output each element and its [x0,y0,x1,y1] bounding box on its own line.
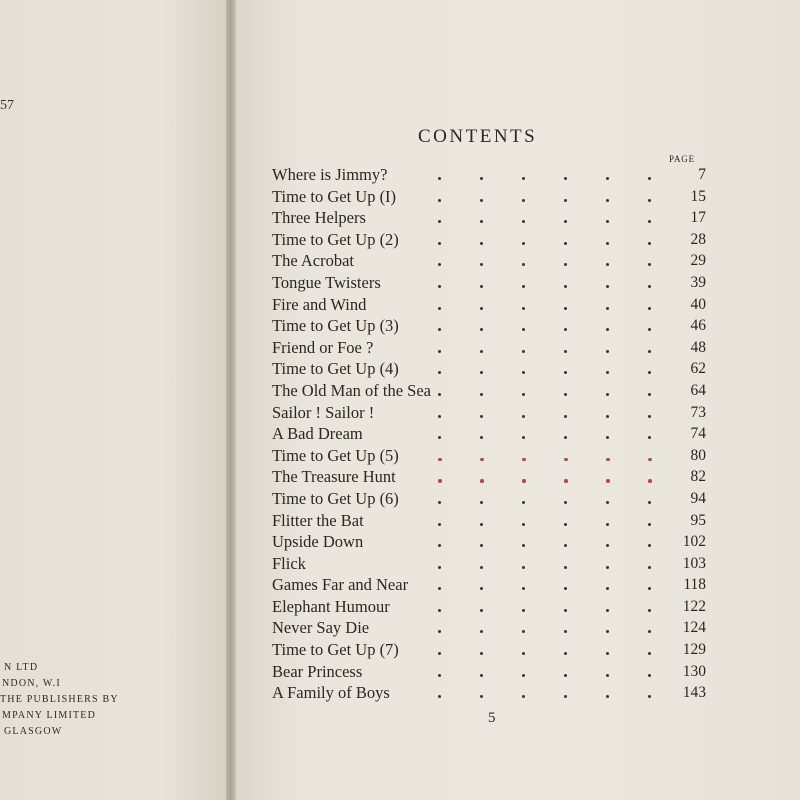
leader-dot [606,674,609,677]
leader-dot [522,328,525,331]
leader-dot [606,544,609,547]
imprint-line: GLASGOW [4,726,63,737]
toc-entry [272,445,712,467]
toc-entry-title: The Acrobat [272,251,355,271]
leader-dot [564,695,567,698]
leader-dot [564,609,567,612]
leader-dot [564,393,567,396]
left-page [0,0,228,800]
leader-dot [564,285,567,288]
toc-entry-title: The Old Man of the Sea [272,380,431,400]
toc-entry [272,358,712,380]
leader-dot [480,328,483,331]
toc-entry [272,531,712,553]
leader-dot [564,307,567,310]
leader-dot [438,371,441,374]
leader-dot [480,544,483,547]
toc-entry-title: A Family of Boys [272,683,390,703]
toc-entry-title: Time to Get Up (2) [272,229,399,249]
toc-entry [272,380,712,402]
leader-dot [522,501,525,504]
leader-dot [648,609,651,612]
imprint-line: N LTD [4,662,39,673]
toc-entry-title: Time to Get Up (3) [272,316,399,336]
leader-dot [648,695,651,698]
leader-dot [606,458,610,462]
leader-dot [438,652,441,655]
leader-dot [438,242,441,245]
leader-dot [480,307,483,310]
leader-dot [648,199,651,202]
toc-entry-page: 103 [682,554,706,572]
leader-dot [648,479,652,483]
leader-dot [564,479,568,483]
leader-dot [648,587,651,590]
leader-dot [648,458,652,462]
toc-entry-page: 73 [690,403,706,421]
leader-dot [480,177,483,180]
leader-dot [438,501,441,504]
leader-dot [606,371,609,374]
leader-dot [606,652,609,655]
toc-entry-title: Where is Jimmy? [272,165,388,184]
leader-dot [522,177,525,180]
leader-dot [480,199,483,202]
leader-dot [522,393,525,396]
leader-dot [480,242,483,245]
toc-entry-page: 94 [690,489,706,507]
leader-dot [648,220,651,223]
toc-entry-page: 130 [682,662,706,680]
leader-dot [438,436,441,439]
toc-entry-title: Flitter the Bat [272,510,364,530]
toc-entry-page: 74 [690,425,706,443]
toc-entry [272,574,712,596]
toc-entry [272,617,712,639]
leader-dot [648,328,651,331]
leader-dot [564,544,567,547]
leader-dot [480,350,483,353]
leader-dot [564,436,567,439]
leader-dot [648,523,651,526]
leader-dot [648,371,651,374]
leader-dot [438,695,441,698]
leader-dot [564,199,567,202]
leader-dot [438,566,441,569]
leader-dot [480,566,483,569]
leader-dot [522,371,525,374]
toc-entry-title: Time to Get Up (4) [272,359,399,379]
leader-dot [522,307,525,310]
toc-entry-page: 39 [690,273,706,291]
leader-dot [648,177,651,180]
leader-dot [648,544,651,547]
toc-entry-title: Time to Get Up (6) [272,488,399,508]
leader-dot [648,566,651,569]
leader-dot [480,609,483,612]
leader-dot [648,350,651,353]
toc-entry-page: 95 [690,511,706,529]
leader-dot [564,371,567,374]
leader-dot [438,393,441,396]
leader-dot [606,587,609,590]
leader-dot [564,350,567,353]
publisher-imprint [0,660,220,740]
page-column-label: PAGE [669,154,695,164]
toc-entry-page: 122 [682,597,706,615]
leader-dot [648,436,651,439]
toc-entry-page: 29 [690,252,706,270]
toc-entry-title: Time to Get Up (7) [272,640,399,660]
leader-dot [606,523,609,526]
leader-dot [606,328,609,331]
leader-dot [606,501,609,504]
leader-dot [564,652,567,655]
leader-dot [648,242,651,245]
leader-dot [606,436,609,439]
leader-dot [564,523,567,526]
leader-dot [522,242,525,245]
leader-dot [522,652,525,655]
leader-dot [648,285,651,288]
leader-dot [480,501,483,504]
leader-dot [522,609,525,612]
leader-dot [522,263,525,266]
leader-dot [606,479,610,483]
toc-entry-title: Three Helpers [272,208,366,228]
leader-dot [480,263,483,266]
leader-dot [438,263,441,266]
leader-dot [480,523,483,526]
leader-dot [606,415,609,418]
leader-dot [606,609,609,612]
toc-entry [272,423,712,445]
leader-dot [564,630,567,633]
leader-dot [480,674,483,677]
contents-heading: CONTENTS [418,126,538,147]
imprint-line: MPANY LIMITED [2,710,97,721]
toc-entry-title: Upside Down [272,532,364,552]
toc-entry-page: 124 [682,619,706,637]
leader-dot [648,415,651,418]
toc-entry [272,186,712,208]
toc-entry-title: Games Far and Near [272,575,409,595]
leader-dot [648,307,651,310]
leader-dot [438,199,441,202]
toc-entry [272,466,712,488]
toc-entry-title: Time to Get Up (I) [272,186,397,206]
leader-dot [522,436,525,439]
leader-dot [564,458,568,462]
toc-entry-title: Flick [272,553,306,573]
leader-dot [606,220,609,223]
leader-dot [480,220,483,223]
leader-dot [648,263,651,266]
leader-dot [606,566,609,569]
leader-dot [564,177,567,180]
toc-entry [272,682,712,704]
leader-dot [438,458,442,462]
toc-entry-title: Sailor ! Sailor ! [272,402,375,422]
leader-dot [606,285,609,288]
toc-entry-page: 102 [682,533,706,551]
toc-entry-page: 118 [683,576,706,594]
leader-dot [522,458,526,462]
toc-entry-title: Time to Get Up (5) [272,445,399,465]
toc-entry [272,402,712,424]
toc-entry-title: A Bad Dream [272,424,363,444]
toc-entry [272,596,712,618]
leader-dot [438,350,441,353]
leader-dot [438,220,441,223]
leader-dot [606,199,609,202]
toc-entry-title: Friend or Foe ? [272,337,374,357]
leader-dot [522,285,525,288]
leader-dot [522,566,525,569]
toc-entry-page: 46 [690,317,706,335]
leader-dot [564,415,567,418]
leader-dot [480,652,483,655]
leader-dot [480,630,483,633]
leader-dot [606,177,609,180]
leader-dot [522,630,525,633]
book-gutter [226,0,236,800]
toc-entry-title: Elephant Humour [272,596,390,616]
leader-dot [522,674,525,677]
leader-dot [564,220,567,223]
leader-dot [438,479,442,483]
toc-entry-page: 28 [690,230,706,248]
leader-dot [480,285,483,288]
leader-dot [564,587,567,590]
leader-dot [648,652,651,655]
toc-entry-page: 129 [682,641,706,659]
leader-dot [648,630,651,633]
leader-dot [606,630,609,633]
leader-dot [564,242,567,245]
toc-entry [272,315,712,337]
leader-dot [438,674,441,677]
left-page-number-fragment: 57 [0,98,14,113]
leader-dot [480,695,483,698]
leader-dot [480,415,483,418]
toc-entry-title: Bear Princess [272,661,363,681]
toc-entry [272,250,712,272]
leader-dot [522,220,525,223]
toc-entry-page: 7 [698,166,706,183]
toc-entry-page: 143 [682,684,706,702]
leader-dot [522,350,525,353]
toc-entry-page: 82 [690,468,706,486]
toc-entry-page: 48 [690,338,706,356]
leader-dot [438,415,441,418]
toc-entry [272,294,712,316]
imprint-line: NDON, W.I [2,678,61,689]
leader-dot [480,393,483,396]
toc-entry [272,661,712,683]
leader-dot [438,177,441,180]
toc-entry-page: 80 [690,446,706,464]
leader-dot [606,307,609,310]
toc-entry [272,553,712,575]
toc-entry-page: 17 [690,209,706,227]
leader-dot [522,199,525,202]
leader-dot [606,242,609,245]
leader-dot [606,695,609,698]
leader-dot [480,587,483,590]
toc-entry-title: Tongue Twisters [272,272,381,292]
leader-dot [438,630,441,633]
leader-dot [564,501,567,504]
leader-dot [648,393,651,396]
leader-dot [480,371,483,374]
leader-dot [438,587,441,590]
toc-entry-title: Never Say Die [272,618,370,638]
toc-entry-page: 15 [690,187,706,205]
imprint-line: THE PUBLISHERS BY [0,694,119,705]
table-of-contents [272,164,712,704]
leader-dot [564,674,567,677]
leader-dot [480,458,484,462]
leader-dot [606,263,609,266]
leader-dot [648,501,651,504]
leader-dot [438,523,441,526]
leader-dot [438,609,441,612]
leader-dot [438,285,441,288]
toc-entry [272,639,712,661]
leader-dot [606,393,609,396]
toc-entry [272,229,712,251]
leader-dot [522,523,525,526]
leader-dot [522,695,525,698]
toc-entry [272,337,712,359]
leader-dot [564,263,567,266]
leader-dot [522,479,526,483]
leader-dot [606,350,609,353]
toc-entry [272,510,712,532]
toc-entry [272,272,712,294]
toc-entry [272,488,712,510]
toc-entry-page: 40 [690,295,706,313]
leader-dot [648,674,651,677]
leader-dot [480,436,483,439]
toc-entry-page: 62 [690,360,706,378]
leader-dot [438,544,441,547]
toc-entry-page: 64 [690,381,706,399]
leader-dot [438,307,441,310]
leader-dot [480,479,484,483]
leader-dot [564,566,567,569]
leader-dot [564,328,567,331]
leader-dot [522,415,525,418]
toc-entry-title: Fire and Wind [272,294,367,314]
leader-dot [522,587,525,590]
leader-dot [522,544,525,547]
toc-entry-title: The Treasure Hunt [272,467,396,487]
toc-entry [272,164,712,186]
leader-dot [438,328,441,331]
toc-entry [272,207,712,229]
page-folio: 5 [488,710,496,726]
